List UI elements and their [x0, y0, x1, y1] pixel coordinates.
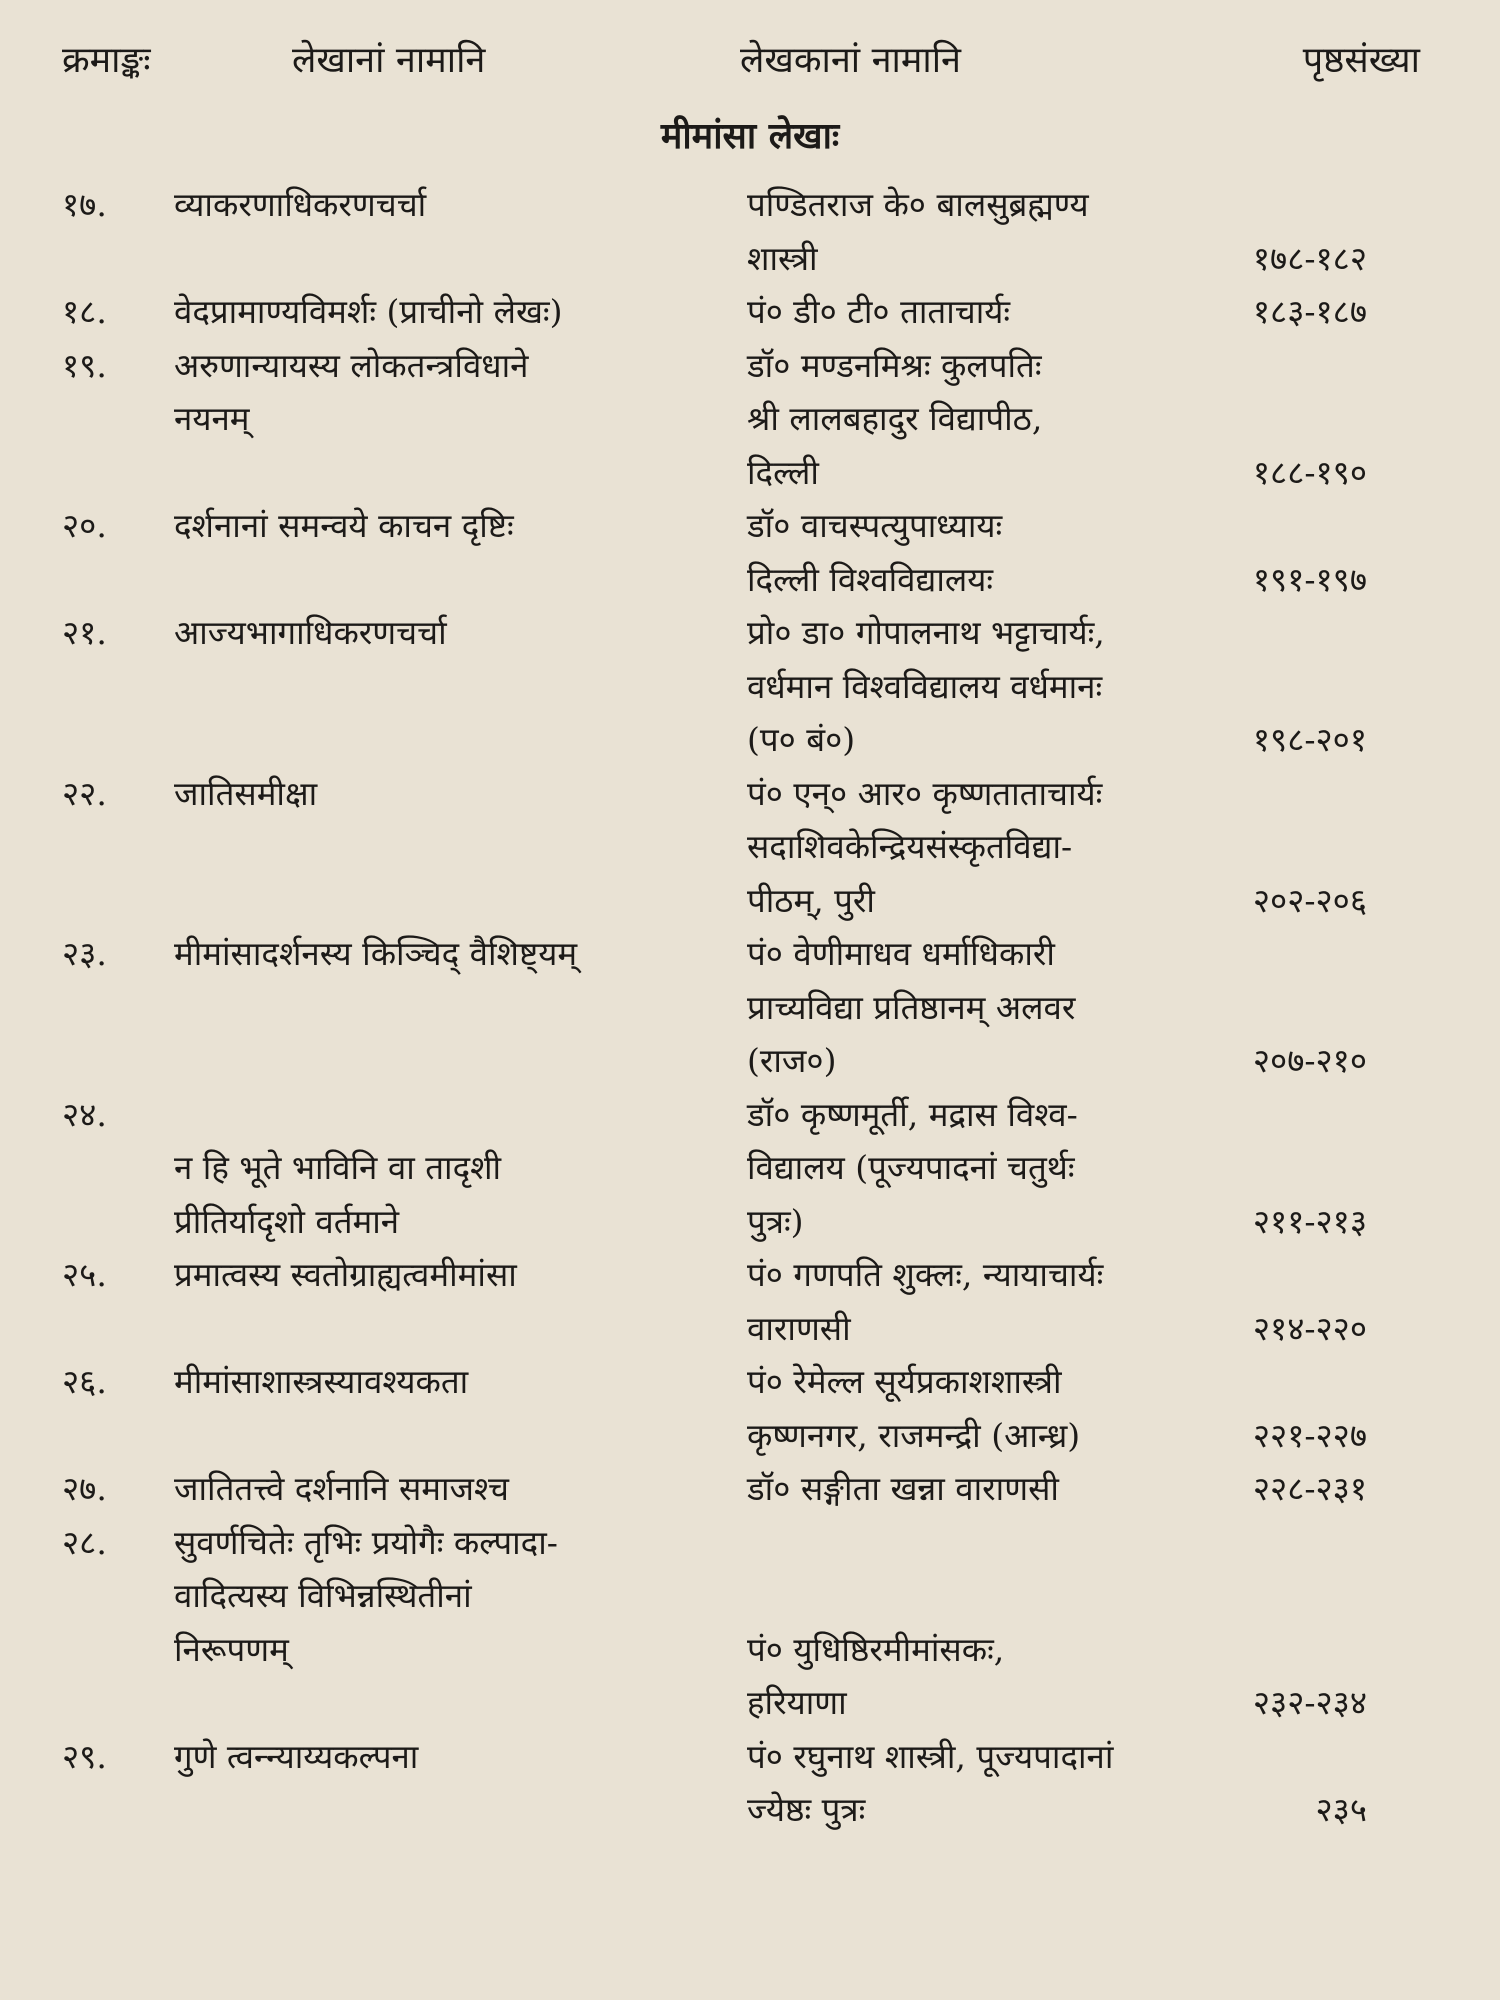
contents-entry [0, 606, 1500, 767]
author-text: श्री लालबहादुर विद्यापीठ, [747, 399, 1043, 438]
entry-pages: १७८-१८२ [1252, 238, 1367, 278]
entry-pages: २१४-२२० [1252, 1308, 1367, 1348]
author-text: पीठम्, पुरी [747, 880, 875, 920]
entry-author [742, 1248, 1447, 1355]
entry-author-line [747, 1088, 1447, 1142]
entry-pages: १८३-१८७ [1252, 292, 1367, 331]
entry-title-line: अरुणान्यायस्य लोकतन्त्रविधाने [174, 345, 529, 385]
entry-author-line [747, 606, 1447, 660]
contents-entry [0, 1516, 1500, 1730]
entry-number: १८. [62, 292, 107, 331]
author-text: दिल्ली [747, 452, 819, 492]
entry-author-line [747, 1730, 1447, 1784]
entry-title-line: आज्यभागाधिकरणचर्चा [174, 613, 447, 652]
entry-title [172, 1462, 742, 1516]
entry-number: २६. [62, 1362, 107, 1401]
entry-author-line [747, 981, 1447, 1035]
author-text: (प० बं०) [747, 720, 856, 759]
entry-author-line [747, 446, 1447, 500]
contents-entry [0, 1730, 1500, 1837]
header-article-names: लेखानां नामानि [292, 40, 486, 81]
entry-author-line [747, 713, 1447, 767]
entry-title-line: मीमांसादर्शनस्य किञ्चिद् वैशिष्ट्यम् [174, 934, 578, 973]
entry-title-line: प्रीतिर्यादृशो वर्तमाने [174, 1201, 400, 1241]
title-spacer [174, 1088, 742, 1142]
author-text: पं० एन्० आर० कृष्णताताचार्यः [747, 773, 1103, 813]
author-text: शास्त्री [747, 238, 818, 278]
entry-author-line [747, 1462, 1447, 1516]
entry-title [172, 927, 742, 1088]
entry-title-line: प्रमात्वस्य स्वतोग्राह्यत्वमीमांसा [174, 1255, 517, 1294]
entry-number: २२. [62, 773, 107, 813]
entry-title-line: वेदप्रामाण्यविमर्शः (प्राचीनो लेखः) [174, 292, 563, 331]
entry-number: २५. [62, 1255, 107, 1294]
contents-entry [0, 499, 1500, 606]
entry-pages: २२१-२२७ [1252, 1415, 1367, 1455]
entry-author [742, 767, 1447, 928]
column-header [0, 26, 1500, 86]
entry-author-line [747, 820, 1447, 874]
header-author-names: लेखकानां नामानि [740, 40, 962, 81]
author-text [747, 1516, 758, 1570]
entry-title [172, 1248, 742, 1355]
entry-author-line [747, 1409, 1447, 1463]
author-text: (राज०) [747, 1041, 837, 1080]
entry-author-line [747, 339, 1447, 393]
entry-title-line: दर्शनानां समन्वये काचन दृष्टिः [174, 506, 514, 545]
entry-pages: २११-२१३ [1252, 1201, 1367, 1241]
contents-entry [0, 178, 1500, 285]
entry-author-line [747, 1569, 1447, 1623]
entry-author-line [747, 1302, 1447, 1356]
entry-author-line [747, 232, 1447, 286]
entry-pages: १९१-१९७ [1252, 559, 1367, 599]
entry-title-line: गुणे त्वन्न्याय्यकल्पना [174, 1736, 419, 1776]
author-text: सदाशिवकेन्द्रियसंस्कृतविद्या- [747, 827, 1073, 866]
entry-title [172, 499, 742, 606]
entry-pages: १९८-२०१ [1252, 720, 1367, 759]
entry-author [742, 1516, 1447, 1730]
entry-author-line [747, 1034, 1447, 1088]
entry-author-line [747, 927, 1447, 981]
entry-author [742, 1730, 1447, 1837]
author-text: पं० गणपति शुक्लः, न्यायाचार्यः [747, 1255, 1104, 1294]
author-text: हरियाणा [747, 1683, 847, 1722]
entry-author-line [747, 874, 1447, 928]
entry-number: २९. [62, 1736, 107, 1776]
entry-title [172, 285, 742, 339]
contents-entry [0, 1248, 1500, 1355]
entry-title-line: वादित्यस्य विभिन्नस्थितीनां [174, 1576, 472, 1615]
entry-author-line [747, 660, 1447, 714]
entry-author [742, 927, 1447, 1088]
entry-title [172, 178, 742, 285]
entry-author [742, 178, 1447, 285]
entry-title [172, 606, 742, 767]
contents-entry [0, 767, 1500, 928]
entry-pages: २०२-२०६ [1252, 880, 1367, 920]
author-text: पण्डितराज के० बालसुब्रह्मण्य [747, 185, 1089, 224]
entry-author-line [747, 499, 1447, 553]
entry-number: २३. [62, 934, 107, 973]
entry-author-line [747, 1783, 1447, 1837]
author-text: पं० डी० टी० ताताचार्यः [747, 292, 1011, 331]
entry-author [742, 499, 1447, 606]
author-text: वर्धमान विश्वविद्यालय वर्धमानः [747, 666, 1103, 706]
entry-author [742, 1088, 1447, 1249]
section-title: मीमांसा लेखाः [660, 115, 840, 157]
entry-number: १९. [62, 345, 107, 385]
contents-entry [0, 927, 1500, 1088]
entry-title-line: व्याकरणाधिकरणचर्चा [174, 185, 427, 224]
entry-pages: २३२-२३४ [1252, 1683, 1367, 1722]
entry-title-line: मीमांसाशास्त्रस्यावश्यकता [174, 1362, 469, 1401]
author-text: ज्येष्ठः पुत्रः [747, 1790, 866, 1829]
author-text: दिल्ली विश्वविद्यालयः [747, 559, 994, 599]
author-text: कृष्णनगर, राजमन्द्री (आन्ध्र) [747, 1415, 1081, 1455]
entry-title [172, 339, 742, 500]
entry-title [172, 767, 742, 928]
entry-number: १७. [62, 185, 107, 224]
entry-author-line [747, 767, 1447, 821]
author-text: पं० वेणीमाधव धर्माधिकारी [747, 934, 1055, 973]
contents-entry [0, 1088, 1500, 1249]
author-text: डॉ० कृष्णमूर्ती, मद्रास विश्व- [747, 1094, 1078, 1134]
entry-author-line [747, 1676, 1447, 1730]
entry-author-line [747, 1248, 1447, 1302]
entry-author-line [747, 1623, 1447, 1677]
entry-author-line [747, 178, 1447, 232]
entry-title-line: नयनम् [174, 399, 250, 438]
contents-entry [0, 1462, 1500, 1516]
entry-author-line [747, 553, 1447, 607]
author-text: पुत्रः) [747, 1201, 804, 1241]
entry-number: २८. [62, 1522, 107, 1562]
entry-author [742, 285, 1447, 339]
entry-title [172, 1516, 742, 1730]
contents-entry [0, 1355, 1500, 1462]
author-text: प्राच्यविद्या प्रतिष्ठानम् अलवर [747, 987, 1076, 1027]
entry-author-line [747, 1516, 1447, 1570]
entry-pages: २२८-२३१ [1252, 1469, 1367, 1508]
author-text: प्रो० डा० गोपालनाथ भट्टाचार्यः, [747, 613, 1105, 652]
entry-author [742, 1355, 1447, 1462]
entry-number: २४. [62, 1094, 107, 1134]
author-text: पं० रघुनाथ शास्त्री, पूज्यपादानां [747, 1736, 1114, 1776]
entry-author [742, 606, 1447, 767]
contents-entry [0, 339, 1500, 500]
entry-author [742, 1462, 1447, 1516]
author-text: वाराणसी [747, 1308, 851, 1348]
author-text: डॉ० वाचस्पत्युपाध्यायः [747, 506, 1003, 545]
entry-title-line: न हि भूते भाविनि वा तादृशी [174, 1148, 502, 1187]
entry-author [742, 339, 1447, 500]
entry-pages: २०७-२१० [1252, 1041, 1367, 1080]
entry-number: २७. [62, 1469, 107, 1508]
author-text [747, 1569, 758, 1623]
author-text: पं० रेमेल्ल सूर्यप्रकाशशास्त्री [747, 1362, 1062, 1401]
entry-title [172, 1730, 742, 1837]
author-text: डॉ० मण्डनमिश्रः कुलपतिः [747, 345, 1042, 385]
author-text: विद्यालय (पूज्यपादनां चतुर्थः [747, 1148, 1075, 1187]
entry-author-line [747, 392, 1447, 446]
entry-number: २०. [62, 506, 107, 545]
entry-pages: १८८-१९० [1252, 452, 1367, 492]
entry-title-line: सुवर्णचितेः तृभिः प्रयोगैः कल्पादा- [174, 1522, 558, 1562]
entry-author-line [747, 285, 1447, 339]
contents-entry [0, 285, 1500, 339]
entry-number: २१. [62, 613, 107, 652]
entry-title-line: निरूपणम् [174, 1629, 289, 1669]
entry-author-line [747, 1195, 1447, 1249]
entry-title-line: जातिसमीक्षा [174, 773, 318, 813]
header-page-numbers: पृष्ठसंख्या [1302, 40, 1420, 81]
entry-title [172, 1355, 742, 1462]
entry-title-line: जातितत्त्वे दर्शनानि समाजश्च [174, 1469, 510, 1508]
entry-author-line [747, 1355, 1447, 1409]
author-text: डॉ० सङ्गीता खन्ना वाराणसी [747, 1469, 1059, 1508]
author-text: पं० युधिष्ठिरमीमांसकः, [747, 1629, 1005, 1669]
header-serial-number: क्रमाङ्कः [62, 40, 151, 81]
entry-pages: २३५ [1315, 1790, 1367, 1829]
entry-title [172, 1088, 742, 1249]
entry-author-line [747, 1141, 1447, 1195]
contents-list [0, 178, 1500, 1837]
